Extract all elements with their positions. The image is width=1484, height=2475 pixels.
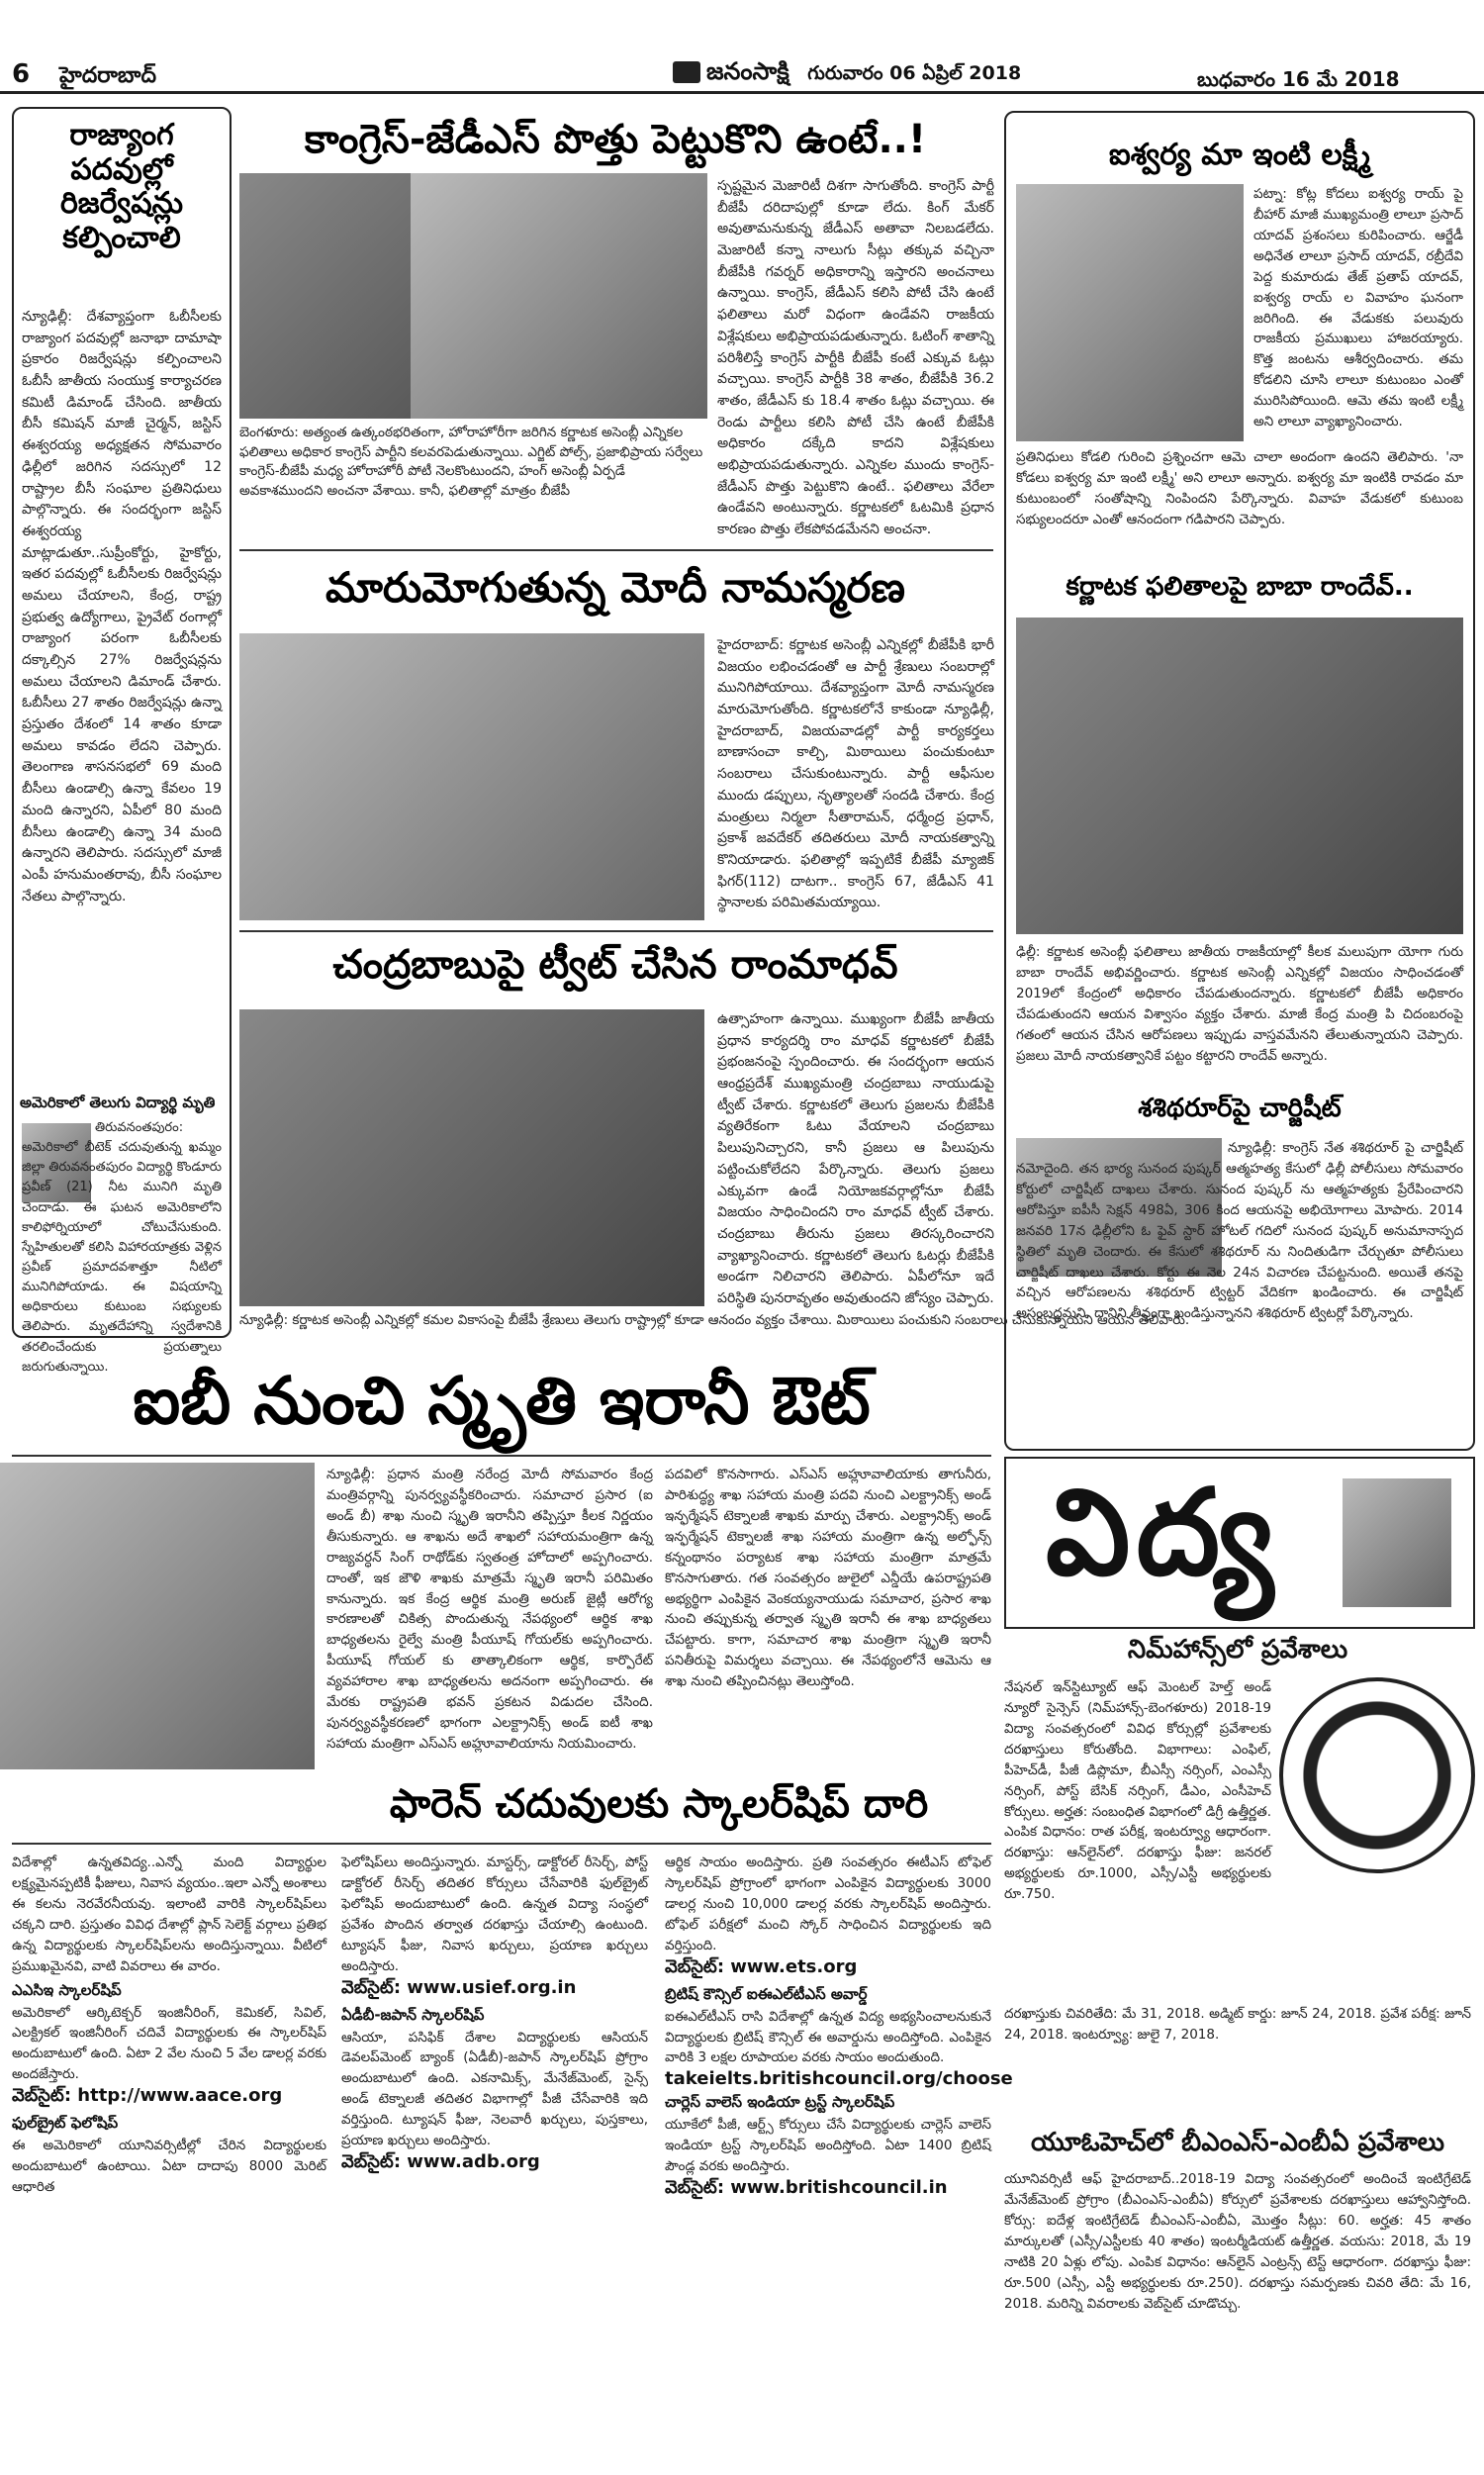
- city-label: హైదరాబాద్: [59, 63, 156, 88]
- scholar-url2[interactable]: వెబ్‌సైట్: www.usief.org.in: [341, 1976, 577, 1998]
- nimhans-seal-icon: [1279, 1677, 1475, 1873]
- ramdev-photo: [1016, 618, 1463, 934]
- irani-photo: [0, 1463, 315, 1769]
- divider: [12, 1455, 991, 1457]
- right1-body: పట్నా: కోట్ల కోదలు ఐశ్వర్య రాయ్ పై బీహార్ మాజీ ముఖ్యమంత్రి లాలూ ప్రసాద్ యాదవ్ ప్రశంసలు కురిపించారు. ఆర్జేడీ అధినేత లాలూ ప్రసాద్ యాదవ్, రబ్రీదేవి పెద్ద కుమారుడు తేజ్ ప్రతాప్ యాదవ్, ఐశ్వర్య రాయ్ ల వివాహం ఘనంగా జరిగింది. ఈ వేడుకకు పలువురు రాజకీయ ప్రముఖులు హాజరయ్యారు. కొత్త జంటను ఆశీర్వదించారు. తమ కోడలిని చూసి లాలూ కుటుంబం ఎంతో మురిసిపోయింది. ఆమె తమ ఇంటి లక్ష్మీ అని లాలూ వ్యాఖ్యానించారు.: [1253, 186, 1463, 430]
- story1-photo-right: [411, 173, 707, 419]
- right1-body2: ప్రతినిధులు కోడలి గురించి ప్రశ్నించగా ఆమె చాలా అందంగా ఉందని తెలిపారు. 'నా కోడలు ఐశ్వర్య మా ఇంటి లక్ష్మీ' అని లాలూ అన్నారు. ఐశ్వర్య మా ఇంటికి రావడం మా కుటుంబంలో సంతోషాన్ని నింపిందని పేర్కొన్నారు. వివాహ వేడుకలో కుటుంబ సభ్యులందరూ ఎంతో ఆనందంగా గడిపారని చెప్పారు.: [1016, 449, 1463, 527]
- irani-body: న్యూఢిల్లీ: ప్రధాన మంత్రి నరేంద్ర మోదీ సోమవారం కేంద్ర మంత్రివర్గాన్ని పునర్వ్యవస్థీకరించారు. సమాచార ప్రసార (ఐ అండ్ బీ) శాఖ నుంచి స్మృతి ఇరానీని తప్పిస్తూ కీలక నిర్ణయం తీసుకున్నారు. ఆ శాఖను అదే శాఖలో సహాయమంత్రిగా ఉన్న రాజ్యవర్ధన్ సింగ్ రాథోడ్‌కు స్వతంత్ర హోదాలో అప్పగించారు. దాంతో, ఇక జౌళి శాఖకు మాత్రమే స్మృతి ఇరానీ పరిమితం కానున్నారు. ఇక కేంద్ర ఆర్థిక మంత్రి అరుణ్ జైట్లీ ఆరోగ్య కారణాలతో చికిత్స పొందుతున్న నేపథ్యంలో ఆర్థిక శాఖ బాధ్యతలను రైల్వే మంత్రి పీయూష్ గోయల్‌కు అప్పగించారు. పీయూష్ గోయల్ కు తాత్కాలికంగా ఆర్థిక, కార్పొరేట్ వ్యవహారాల శాఖ బాధ్యతలను అదనంగా అప్పగించారు. ఈ మేరకు రాష్ట్రపతి భవన్ ప్రకటన విడుదల చేసింది. పునర్వ్యవస్థీకరణలో భాగంగా ఎలక్ట్రానిక్స్ అండ్ ఐటీ శాఖ సహాయ మంత్రిగా ఎస్ఎస్ అహ్లూవాలియాను నియమించారు.: [326, 1467, 653, 1752]
- scholar-col1: [12, 1853, 326, 2466]
- scholar-sub1b: ఫుల్‌బ్రైట్ ఫెలోషిప్: [12, 2114, 119, 2133]
- paper-name: జనంసాక్షి గురువారం 06 ఏప్రిల్ 2018: [673, 57, 1021, 91]
- col1-headline: రాజ్యాంగ పదవుల్లో రిజర్వేషన్లు కల్పించాలి: [59, 118, 184, 255]
- right1-headline: ఐశ్వర్య మా ఇంటి లక్ష్మీ: [1108, 138, 1371, 172]
- vidya-sect1-title: నిమ్‌హాన్స్‌లో ప్రవేశాలు: [1127, 1635, 1348, 1665]
- vidya-body2: యూనివర్సిటీ ఆఫ్ హైదరాబాద్..2018-19 విద్యా సంవత్సరంలో అందించే ఇంటిగ్రేటెడ్ మేనేజ్‌మెంట్ ప్రోగ్రాం (బీఎంఎస్-ఎంబీఏ) కోర్సులో ప్రవేశాలకు దరఖాస్తులు ఆహ్వానిస్తోంది. కోర్సు: ఐదేళ్ల ఇంటిగ్రేటెడ్ బీఎంఎస్-ఎంబీఏ, మొత్తం సీట్లు: 60. అర్హత: 45 శాతం మార్కులతో (ఎస్సీ/ఎస్టీలకు 40 శాతం) ఇంటర్మీడియట్ ఉత్తీర్ణత. వయసు: 2018, మే 19 నాటికి 20 ఏళ్లు లోపు. ఎంపిక విధానం: ఆన్‌లైన్ ఎంట్రన్స్ టెస్ట్ ఆధారంగా. దరఖాస్తు ఫీజు: రూ.500 (ఎస్సీ, ఎస్టీ అభ్యర్థులకు రూ.250). దరఖాస్తు సమర్పణకు చివరి తేది: మే 16, 2018. మరిన్ని వివరాలకు వెబ్‌సైట్ చూడొచ్చు.: [1004, 2171, 1472, 2312]
- divider: [239, 930, 993, 932]
- books-graphic-icon: [1343, 1478, 1451, 1607]
- scholar-url1[interactable]: వెబ్‌సైట్: http://www.aace.org: [12, 2085, 283, 2107]
- scholar-body3b: ఐఈఎల్‌టీఎస్ రాసి విదేశాల్లో ఉన్నత విద్య అభ్యసించాలనుకునే విద్యార్థులకు బ్రిటిష్ కౌన్సిల్ ఈ అవార్డును అందిస్తోంది. ఎంపికైన వారికి 3 లక్షల రూపాయల వరకు సాయం అందుతుంది.: [665, 2008, 991, 2066]
- story2-body: హైదరాబాద్: కర్ణాటక అసెంబ్లీ ఎన్నికల్లో బీజేపీకి భారీ విజయం లభించడంతో ఆ పార్టీ శ్రేణులు సంబరాల్లో మునిగిపోయాయి. దేశవ్యాప్తంగా మోదీ నామస్మరణ మారుమోగుతోంది. కర్ణాటకలోనే కాకుండా న్యూఢిల్లీ, హైదరాబాద్, విజయవాడల్లో పార్టీ కార్యకర్తలు బాణాసంచా కాల్చి, మిఠాయిలు పంచుకుంటూ సంబరాలు చేసుకుంటున్నారు. పార్టీ ఆఫీసుల ముందు డప్పులు, నృత్యాలతో సందడి చేశారు. కేంద్ర మంత్రులు నిర్మలా సీతారామన్, ధర్మేంద్ర ప్రధాన్, ప్రకాశ్ జవదేకర్ తదితరులు మోదీ నాయకత్వాన్ని కొనియాడారు. ఫలితాల్లో ఇప్పటికే బీజేపీ మ్యాజిక్ ఫిగర్(112) దాటగా.. కాంగ్రెస్ 67, జేడీఎస్ 41 స్థానాలకు పరిమితమయ్యాయి.: [717, 637, 994, 911]
- scholar-sub3: బ్రిటిష్ కౌన్సిల్ ఐఈఎల్‌టీఎస్ అవార్డ్: [665, 1984, 868, 2003]
- divider: [12, 1843, 991, 1845]
- scholar-body2: ఫెలోషిప్‌లు అందిస్తున్నారు. మాస్టర్స్, డాక్టోరల్ రీసెర్చ్, పోస్ట్ డాక్టోరల్ రీసెర్చ్ తదితర కోర్సులు చేసేవారికి ఫుల్‌బ్రైట్ ఫెలోషిప్ అందుబాటులో ఉంది. ఉన్నత విద్యా సంస్థలో ప్రవేశం పొందిన తర్వాత దరఖాస్తు చేయాల్సి ఉంటుంది. ట్యూషన్ ఫీజు, నివాస ఖర్చులు, ప్రయాణ ఖర్చులు అందిస్తారు.: [341, 1855, 648, 1974]
- wedding-photo: [1016, 184, 1244, 441]
- scholar-url4[interactable]: వెబ్‌సైట్: www.ets.org: [665, 1955, 858, 1977]
- col1-sub-body: తిరువనంతపురం: అమెరికాలో బీటెక్ చదువుతున్న ఖమ్మం జిల్లా తిరువనంతపురం విద్యార్థి కొండూరు ప్రవీణ్ (21) నీట మునిగి మృతి చెందాడు. ఈ ఘటన అమెరికాలోని కాలిఫోర్నియాలో చోటుచేసుకుంది. స్నేహితులతో కలిసి విహారయాత్రకు వెళ్లిన ప్రవీణ్ ప్రమాదవశాత్తూ నీటిలో మునిగిపోయాడు. ఈ విషయాన్ని అధికారులు కుటుంబ సభ్యులకు తెలిపారు. మృతదేహాన్ని స్వదేశానికి తరలించేందుకు ప్రయత్నాలు జరుగుతున్నాయి.: [22, 1120, 222, 1375]
- right-date: బుధవారం 16 మే 2018: [1197, 67, 1400, 91]
- newspaper-logo-icon: [673, 61, 700, 83]
- scholar-body1b: అమెరికాలో ఆర్కిటెక్చర్ ఇంజినీరింగ్, కెమికల్, సివిల్, ఎలక్ట్రికల్ ఇంజినీరింగ్ చదివే విద్యార్థులకు ఈ స్కాలర్‌షిప్ అందుబాటులో ఉంది. ఏటా 2 వేల నుంచి 5 వేల డాలర్ల వరకు అందజేస్తారు.: [12, 2004, 326, 2083]
- scholar-col3: [665, 1853, 1013, 2466]
- story3-body: ఉత్సాహంగా ఉన్నాయి. ముఖ్యంగా బీజేపీ జాతీయ ప్రధాన కార్యదర్శి రాం మాధవ్ కర్ణాటకలో బీజేపీ ప్రభంజనంపై స్పందించారు. ఈ సందర్భంగా ఆయన ఆంధ్రప్రదేశ్ ముఖ్యమంత్రి చంద్రబాబు నాయుడుపై ట్వీట్ చేశారు. కర్ణాటకలో తెలుగు ప్రజలను బీజేపీకి వ్యతిరేకంగా ఓటు వేయాలని చంద్రబాబు పిలుపునిచ్చారని, కానీ ప్రజలు ఆ పిలుపును పట్టించుకోలేదని పేర్కొన్నారు. తెలుగు ప్రజలు ఎక్కువగా ఉండే నియోజకవర్గాల్లోనూ బీజేపీ విజయం సాధించిందని రాం మాధవ్ ట్వీట్ చేశారు. చంద్రబాబు తీరును ప్రజలు తిరస్కరించారని వ్యాఖ్యానించారు. కర్ణాటకలో తెలుగు ఓటర్లు బీజేపీకి అండగా నిలిచారని తెలిపారు. ఏపీలోనూ ఇదే పరిస్థితి పునరావృతం అవుతుందని జోస్యం చెప్పారు.: [717, 1011, 994, 1306]
- scholar-body3c: యూకేలో పీజీ, ఆర్ట్స్ కోర్సులు చేసే విద్యార్థులకు చార్లెస్ వాలెస్ ఇండియా ట్రస్ట్ స్కాలర్‌షిప్ అందిస్తోంది. ఏటా 1400 బ్రిటిష్ పౌండ్ల వరకు అందిస్తారు.: [665, 2117, 991, 2175]
- irani-headline: ఐబీ నుంచి స్మృతి ఇరానీ ఔట్: [133, 1363, 871, 1439]
- scholar-body2b: ఆసియా, పసిఫిక్ దేశాల విద్యార్థులకు ఆసియన్ డెవలప్‌మెంట్ బ్యాంక్ (ఏడీబీ)-జపాన్ స్కాలర్‌షిప్ ప్రోగ్రాం అందుబాటులో ఉంది. ఎకనామిక్స్, మేనేజ్‌మెంట్, సైన్స్ అండ్ టెక్నాలజీ తదితర విభాగాల్లో పీజీ చేసేవారికి ఇది వర్తిస్తుంది. ట్యూషన్ ఫీజు, నెలవారీ ఖర్చులు, పుస్తకాలు, ప్రయాణ ఖర్చులు అందిస్తారు.: [341, 2029, 648, 2149]
- vidya-banner: [1004, 1457, 1475, 1629]
- story2-headline: మారుమోగుతున్న మోదీ నామస్మరణ: [325, 563, 905, 612]
- vidya-dates1: దరఖాస్తుకు చివరితేది: మే 31, 2018. అడ్మిట్ కార్డు: జూన్ 24, 2018. ప్రవేశ పరీక్ష: జూన్ 24, 2018. ఇంటర్వ్యూ: జులై 7, 2018.: [1004, 2006, 1471, 2043]
- right2-headline: కర్ణాటక ఫలితాలపై బాబా రాందేవ్..: [1066, 572, 1414, 602]
- vidya-sect2-title: యూఓహెచ్‌లో బీఎంఎస్-ఎంబీఏ ప్రవేశాలు: [1030, 2128, 1445, 2157]
- story3-caption: న్యూఢిల్లీ: కర్ణాటక అసెంబ్లీ ఎన్నికల్లో కమల వికాసంపై బీజేపీ శ్రేణులు తెలుగు రాష్ట్రాల్లో కూడా ఆనందం వ్యక్తం చేశాయి. మిఠాయిలు పంచుకుని సంబరాలు చేసుకున్నాయని ఆయన తెలిపారు.: [239, 1312, 1190, 1328]
- scholar-body3: ఆర్థిక సాయం అందిస్తారు. ప్రతి సంవత్సరం ఈటీఎస్ టోఫెల్ స్కాలర్‌షిప్ ప్రోగ్రాంలో భాగంగా ఎంపికైన విద్యార్థులకు 3000 డాలర్ల నుంచి 10,000 డాలర్ల వరకు స్కాలర్‌షిప్ అందిస్తారు. టోఫెల్ పరీక్షలో మంచి స్కోర్ సాధించిన విద్యార్థులకు ఇది వర్తిస్తుంది.: [665, 1855, 991, 1953]
- scholar-sub1: ఎఎసిఇ స్కాలర్‌షిప్: [12, 1980, 122, 1999]
- left-date: గురువారం 06 ఏప్రిల్ 2018: [807, 62, 1022, 84]
- right3-headline: శశిథరూర్‌పై చార్జిషీట్: [1138, 1094, 1342, 1123]
- story1-headline: కాంగ్రెస్-జేడీఎస్ పొత్తు పెట్టుకొని ఉంటే..!: [304, 117, 927, 162]
- scholar-sub2: ఏడీబీ-జపాన్ స్కాలర్‌షిప్: [341, 2005, 485, 2024]
- scholar-url5[interactable]: takeielts.britishcouncil.org/choose: [665, 2068, 1013, 2090]
- col1-body: న్యూఢిల్లీ: దేశవ్యాప్తంగా ఓబీసీలకు రాజ్యాంగ పదవుల్లో జనాభా దామాషా ప్రకారం రిజర్వేషన్లు కల్పించాలని ఓబీసీ జాతీయ సంయుక్త కార్యాచరణ కమిటీ డిమాండ్ చేసింది. జాతీయ బీసీ కమిషన్ మాజీ చైర్మన్, జస్టిస్ ఈశ్వరయ్య అధ్యక్షతన సోమవారం ఢిల్లీలో జరిగిన సదస్సులో 12 రాష్ట్రాల బీసీ సంఘాల ప్రతినిధులు పాల్గొన్నారు. ఈ సందర్భంగా జస్టిస్ ఈశ్వరయ్య మాట్లాడుతూ..సుప్రీంకోర్టు, హైకోర్టు, ఇతర పదవుల్లో ఓబీసీలకు రిజర్వేషన్లు అమలు చేయాలని, కేంద్ర, రాష్ట్ర ప్రభుత్వ ఉద్యోగాలు, ప్రైవేట్ రంగాల్లో రాజ్యాంగ పరంగా ఓబీసీలకు దక్కాల్సిన 27% రిజర్వేషన్లను అమలు చేయాలని డిమాండ్ చేశారు. ఓబీసీలు 27 శాతం రిజర్వేషన్లు ఉన్నా ప్రస్తుతం దేశంలో 14 శాతం కూడా అమలు కావడం లేదని చెప్పారు. తెలంగాణ శాసనసభలో 69 మంది బీసీలు ఉండాల్సి ఉన్నా కేవలం 19 మంది ఉన్నారని, ఏపీలో 80 మంది బీసీలు ఉండాల్సి ఉన్నా 34 మంది ఉన్నారని తెలిపారు. సదస్సులో మాజీ ఎంపీ హనుమంతరావు, బీసీ సంఘాల నేతలు పాల్గొన్నారు.: [22, 309, 222, 904]
- scholar-url3[interactable]: వెబ్‌సైట్: www.adb.org: [341, 2151, 540, 2173]
- story3-photo: [239, 1009, 704, 1306]
- scholar-body1: విదేశాల్లో ఉన్నతవిద్య..ఎన్నో మంది విద్యార్థుల లక్ష్యమైనప్పటికీ ఫీజులు, నివాస వ్యయం..ఇలా ఎన్నో అంశాలు ఈ కలను నెరవేరనీయవు. ఇలాంటి వారికి స్కాలర్‌షిప్‌లు చక్కని దారి. ప్రస్తుతం వివిధ దేశాల్లో ప్లాన్ సెలెక్ట్ వర్గాలు ప్రతిభ ఉన్న విద్యార్థులకు స్కాలర్‌షిప్‌లను అందిస్తున్నాయి. వీటిలో ప్రముఖమైనవి, వాటి వివరాలు ఈ వారం.: [12, 1855, 326, 1974]
- story1-caption: బెంగళూరు: అత్యంత ఉత్కంఠభరితంగా, హోరాహోరీగా జరిగిన కర్ణాటక అసెంబ్లీ ఎన్నికల ఫలితాలు అధికార కాంగ్రెస్ పార్టీని కలవరపెడుతున్నాయి. ఎగ్జిట్ పోల్స్, ప్రజాభిప్రాయ సర్వేలు కాంగ్రెస్-బీజేపీ మధ్య హోరాహోరీ పోటీ నెలకొంటుందని, హంగ్ అసెంబ్లీ ఏర్పడే అవకాశముందని అంచనా వేశాయి. కానీ, ఫలితాల్లో మాత్రం బీజేపీ: [239, 425, 703, 499]
- vidya-title: విద్య: [1046, 1465, 1280, 1602]
- col1-sub-headline: అమెరికాలో తెలుగు విద్యార్థి మృతి: [20, 1094, 216, 1111]
- masthead: [0, 0, 1484, 94]
- scholar-url6[interactable]: వెబ్‌సైట్: www.britishcouncil.in: [665, 2177, 948, 2199]
- left-column-box: [12, 107, 232, 1375]
- divider: [239, 549, 993, 551]
- irani-body2: పదవిలో కొనసాగారు. ఎస్ఎస్ అహ్లూవాలియాకు తాగునీరు, పారిశుద్ధ్య శాఖ సహాయ మంత్రి పదవి నుంచి ఎలక్ట్రానిక్స్ అండ్ ఇన్ఫర్మేషన్ టెక్నాలజీ శాఖకు మార్పు చేశారు. ఎలక్ట్రానిక్స్ అండ్ ఇన్ఫర్మేషన్ టెక్నాలజీ శాఖ సహాయ మంత్రిగా ఉన్న అల్ఫోన్స్ కన్నంథానం పర్యాటక శాఖ సహాయ మంత్రిగా మాత్రమే కొనసాగుతారు. గత సంవత్సరం జులైలో ఎన్డీయే ఉపరాష్ట్రపతి అభ్యర్థిగా ఎంపికైన వెంకయ్యనాయుడు సమాచార, ప్రసార శాఖ నుంచి తప్పుకున్న తర్వాత స్మృతి ఇరానీ ఈ శాఖ బాధ్యతలు చేపట్టారు. కాగా, సమాచార శాఖ మంత్రిగా స్మృతి ఇరానీ పనితీరుపై విమర్శలు వచ్చాయి. ఈ నేపథ్యంలోనే ఆమెను ఆ శాఖ నుంచి తప్పించినట్లు తెలుస్తోంది.: [665, 1467, 991, 1690]
- scholar-col2: [341, 1853, 648, 2466]
- right2-caption: ఢిల్లీ: కర్ణాటక అసెంబ్లీ ఫలితాలు జాతీయ రాజకీయాల్లో కీలక మలుపుగా యోగా గురు బాబా రాందేవ్ అభివర్ణించారు. కర్ణాటక అసెంబ్లీ ఎన్నికల్లో విజయం సాధించడంతో 2019లో కేంద్రంలో అధికారం చేపడుతుందన్నారు. కర్ణాటకలో బీజేపీ అధికారం చేపడుతుందని ఆయన విశ్వాసం వ్యక్తం చేశారు. మాజీ కేంద్ర మంత్రి పి చిదంబరంపై గతంలో ఆయన చేసిన ఆరోపణలు ఇప్పుడు వాస్తవమేనని తేలుతున్నాయని చెప్పారు. ప్రజలు మోదీ నాయకత్వానికే పట్టం కట్టారని రాందేవ్ అన్నారు.: [1016, 944, 1463, 1064]
- story2-photo: [239, 633, 704, 920]
- scholar-headline: ఫారెన్ చదువులకు స్కాలర్‌షిప్ దారి: [389, 1781, 929, 1827]
- right-column-box: [1004, 111, 1475, 1451]
- scholar-body1c: ఈ అమెరికాలో యూనివర్సిటీల్లో చేరిన విద్యార్థులకు అందుబాటులో ఉంటాయి. ఏటా దాదాపు 8000 మెరిట్ ఆధారిత: [12, 2138, 326, 2196]
- right3-body: న్యూఢిల్లీ: కాంగ్రెస్ నేత శశిథరూర్ పై చార్జిషీట్ నమోదైంది. తన భార్య సునంద పుష్కర్ ఆత్మహత్య కేసులో ఢిల్లీ పోలీసులు సోమవారం కోర్టులో చార్జిషీట్ దాఖలు చేశారు. సునంద పుష్కర్ ను ఆత్మహత్యకు ప్రేరేపించారని ఆరోపిస్తూ ఐపీసీ సెక్షన్ 498ఏ, 306 కింద ఆయనపై అభియోగాలు మోపారు. 2014 జనవరి 17న ఢిల్లీలోని ఓ ఫైవ్ స్టార్ హోటల్ గదిలో సునంద పుష్కర్ అనుమానాస్పద స్థితిలో మృతి చెందారు. ఈ కేసులో శశిథరూర్ ను నిందితుడిగా చేర్చుతూ పోలీసులు చార్జిషీట్ దాఖలు చేశారు. కోర్టు ఈ నెల 24న విచారణ చేపట్టనుంది. అయితే తనపై వచ్చిన ఆరోపణలను శశిథరూర్ ట్విట్టర్ వేదికగా ఖండించారు. ఈ చార్జిషీట్ అసంబద్ధమని, దానిని తీవ్రంగా ఖండిస్తున్నానని శశిథరూర్ ట్విటర్లో పేర్కొన్నారు.: [1016, 1140, 1463, 1322]
- scholar-sub4: చార్లెస్ వాలెస్ ఇండియా ట్రస్ట్ స్కాలర్‌షిప్: [665, 2093, 895, 2112]
- vidya-sect1: [1004, 1677, 1471, 2133]
- story3-headline: చంద్రబాబుపై ట్వీట్ చేసిన రాంమాధవ్: [332, 942, 898, 988]
- story1-body: స్పష్టమైన మెజారిటీ దిశగా సాగుతోంది. కాంగ్రెస్ పార్టీ బీజేపీ దరిదాపుల్లో కూడా లేదు. కింగ్ మేకర్ అవుతామనుకున్న జేడీఎస్ అతావా నిలబడలేదు. మెజారిటీ కన్నా నాలుగు సీట్లు తక్కువ వచ్చినా బీజేపీకి గవర్నర్ అధికారాన్ని ఇస్తారని అంచనాలు ఉన్నాయి. కాంగ్రెస్, జేడీఎస్ కలిసి పోటీ చేసి ఉంటే ఫలితాలు మరో విధంగా ఉండేవని రాజకీయ విశ్లేషకులు అభిప్రాయపడుతున్నారు. ఓటింగ్ శాతాన్ని పరిశీలిస్తే కాంగ్రెస్ పార్టీకి బీజేపీ కంటే ఎక్కువ ఓట్లు వచ్చాయి. కాంగ్రెస్ పార్టీకి 38 శాతం, బీజేపీకి 36.2 శాతం, జేడీఎస్ కు 18.4 శాతం ఓట్లు వచ్చాయి. ఈ రెండు పార్టీలు కలిసి పోటీ చేసి ఉంటే బీజేపీకి అధికారం దక్కేది కాదని విశ్లేషకులు అభిప్రాయపడుతున్నారు. ఎన్నికల ముందు కాంగ్రెస్-జేడీఎస్ పొత్తు పెట్టుకొని ఉంటే.. ఫలితాలు వేరేలా ఉండేవని అంటున్నారు. కర్ణాటకలో ఓటమికి ప్రధాన కారణం పొత్తు లేకపోవడమేనని అంచనా.: [717, 178, 994, 537]
- page-number: 6: [12, 59, 31, 89]
- vidya-body1: నేషనల్ ఇన్‌స్టిట్యూట్ ఆఫ్ మెంటల్ హెల్త్ అండ్ న్యూరో సైన్సెస్ (నిమ్‌హాన్స్-బెంగళూరు) 2018-19 విద్యా సంవత్సరంలో వివిధ కోర్సుల్లో ప్రవేశాలకు దరఖాస్తులు కోరుతోంది. విభాగాలు: ఎంఫిల్, పీహెచ్‌డీ, పీజీ డిప్లొమా, బీఎస్సీ నర్సింగ్, ఎంఎస్సీ నర్సింగ్, పోస్ట్ బేసిక్ నర్సింగ్, డీఎం, ఎంసీహెచ్ కోర్సులు. అర్హత: సంబంధిత విభాగంలో డిగ్రీ ఉత్తీర్ణత. ఎంపిక విధానం: రాత పరీక్ష, ఇంటర్వ్యూ ఆధారంగా. దరఖాస్తు: ఆన్‌లైన్‌లో. దరఖాస్తు ఫీజు: జనరల్ అభ్యర్థులకు రూ.1000, ఎస్సీ/ఎస్టీ అభ్యర్థులకు రూ.750.: [1004, 1679, 1271, 1903]
